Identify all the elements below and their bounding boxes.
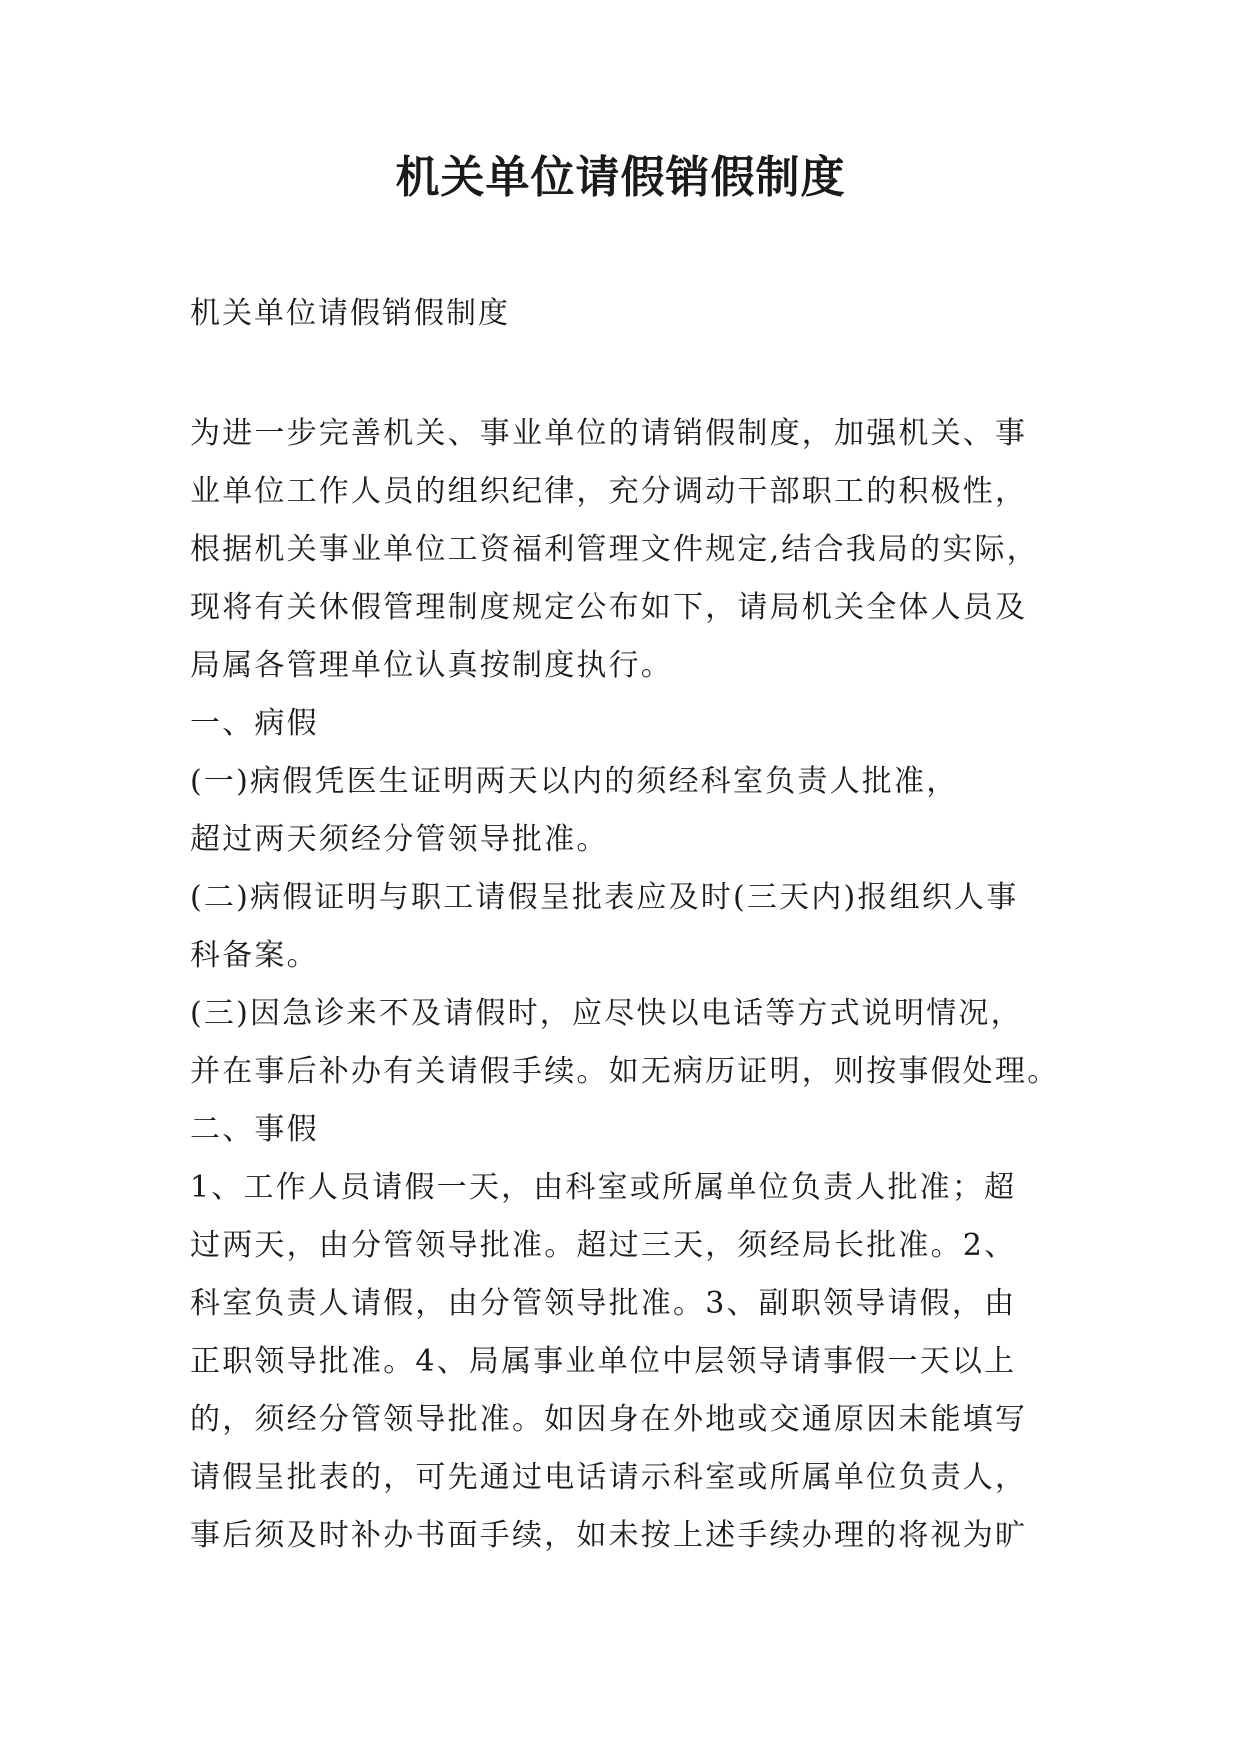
body-line: (三)因急诊来不及请假时，应尽快以电话等方式说明情况，: [190, 996, 1023, 1031]
body-line: 事后须及时补办书面手续，如未按上述手续办理的将视为旷: [190, 1518, 1028, 1553]
body-line: 现将有关休假管理制度规定公布如下，请局机关全体人员及: [190, 590, 1028, 625]
body-line: 正职领导批准。4、局属事业单位中层领导请事假一天以上: [190, 1344, 1017, 1379]
document-title: 机关单位请假销假制度: [395, 152, 846, 203]
body-line: 的，须经分管领导批准。如因身在外地或交通原因未能填写: [190, 1402, 1028, 1437]
body-line: (二)病假证明与职工请假呈批表应及时(三天内)报组织人事: [190, 880, 1019, 915]
section-heading-personal-leave: 二、事假: [190, 1112, 319, 1147]
body-line: (一)病假凭医生证明两天以内的须经科室负责人批准，: [190, 764, 959, 799]
document-subtitle: 机关单位请假销假制度: [190, 296, 510, 331]
body-line: 超过两天须经分管领导批准。: [190, 822, 609, 857]
body-line: 请假呈批表的，可先通过电话请示科室或所属单位负责人，: [190, 1460, 1028, 1495]
document-body: [190, 405, 1070, 1565]
body-line: 根据机关事业单位工资福利管理文件规定,结合我局的实际，: [190, 532, 1039, 567]
body-line: 过两天，由分管领导批准。超过三天，须经局长批准。2、: [190, 1228, 1017, 1263]
body-line: 并在事后补办有关请假手续。如无病历证明，则按事假处理。: [190, 1054, 1060, 1089]
body-line: 科备案。: [190, 938, 319, 973]
body-line: 科室负责人请假，由分管领导批准。3、副职领导请假，由: [190, 1286, 1017, 1321]
body-line: 1、工作人员请假一天，由科室或所属单位负责人批准；超: [190, 1170, 1017, 1205]
body-line: 为进一步完善机关、事业单位的请销假制度，加强机关、事: [190, 416, 1028, 451]
body-line: 局属各管理单位认真按制度执行。: [190, 648, 673, 683]
section-heading-sick-leave: 一、病假: [190, 706, 319, 741]
body-line: 业单位工作人员的组织纪律，充分调动干部职工的积极性，: [190, 474, 1028, 509]
